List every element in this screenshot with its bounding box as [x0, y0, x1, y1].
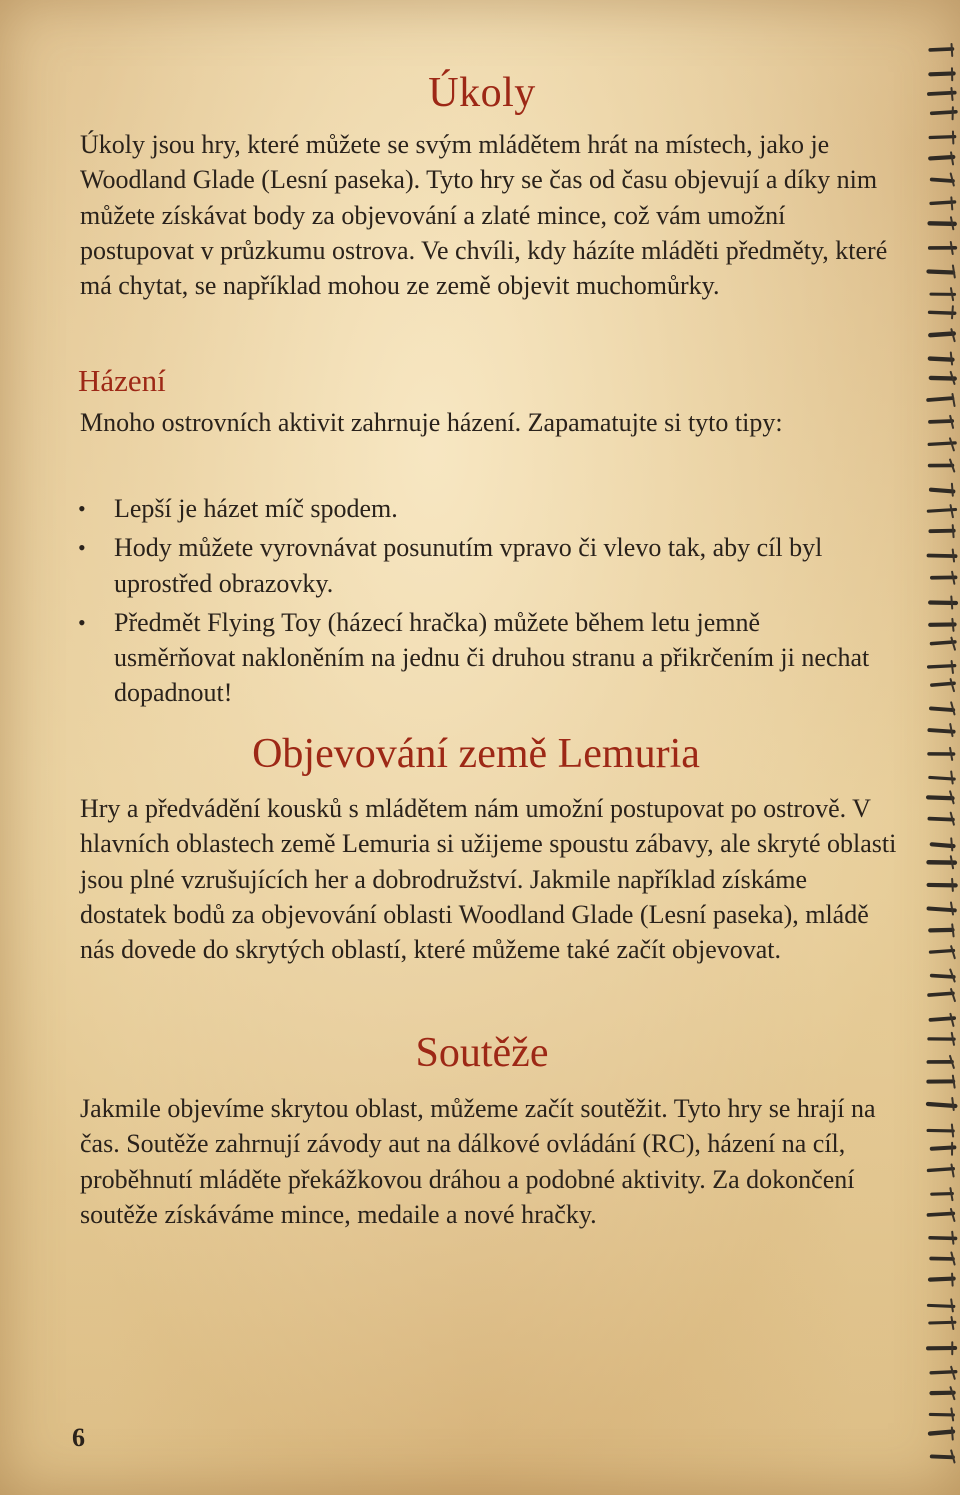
binding-stitch [930, 242, 956, 254]
page-number: 6 [72, 1423, 85, 1452]
binding-stitch [930, 44, 952, 56]
binding-stitch [928, 1342, 955, 1354]
binding-stitch [929, 903, 955, 915]
binding-stitch [928, 394, 954, 406]
tip-text: Lepší je házet míč spodem. [114, 494, 398, 523]
tip-list-item [78, 605, 878, 711]
binding-stitch [932, 173, 954, 185]
binding-stitch [928, 1299, 953, 1311]
binding-stitch [932, 838, 954, 850]
binding-stitch [929, 879, 956, 891]
binding-stitch [929, 661, 955, 673]
binding-stitch [930, 217, 955, 229]
binding-stitch [928, 791, 953, 803]
tip-text: Předmět Flying Toy (házecí hračka) můžete během letu jemně usměrňovat nakloněním na jednu či druhou stranu a přikrčením ji nechat dopadnout! [114, 607, 870, 708]
binding-stitch [928, 1164, 953, 1176]
binding-stitch [928, 1098, 955, 1110]
binding-stitch [930, 1428, 953, 1440]
ukoly-paragraph: Úkoly jsou hry, které můžete se svým mládětem hrát na místech, jako je Woodland Glade (Lesní paseka). Tyto hry se čas od času objevují a díky nim můžete získávat body za objevování a zlaté mince, což vám umožní postupovat v průzkumu ostrova. Ve chvíli, kdy házíte mláděti předměty, které má chytat, se například mohou ze země objevit muchomůrky. [80, 130, 888, 301]
binding-stitch [932, 679, 954, 691]
souteze-paragraph: Jakmile objevíme skrytou oblast, můžeme začít soutěžit. Tyto hry se hrají na čas. Soutěže zahrnují závody aut na dálkové ovládání (RC), házení na cíl, proběhnutí mláděte překážkovou dráhou a podobné aktivity. Za dokončení soutěže získáváme mince, medaile a nové hračky. [80, 1094, 876, 1229]
section-title-ukoly: Úkoly [428, 70, 536, 116]
binding-stitch [930, 1232, 955, 1244]
binding-stitch [931, 372, 955, 384]
binding-stitch [928, 550, 955, 562]
binding-stitch [930, 619, 954, 631]
tip-list-item [78, 530, 878, 601]
binding-stitch [929, 856, 955, 868]
binding-stitch [928, 1076, 954, 1088]
binding-stitch [930, 946, 954, 958]
binding-stitch [929, 438, 955, 450]
binding-stitch [932, 1143, 955, 1155]
binding-stitch [931, 1387, 954, 1399]
binding-stitch [928, 1124, 953, 1136]
binding-stitch [930, 1408, 953, 1420]
binding-stitch [930, 460, 955, 472]
binding-stitch [931, 702, 955, 714]
binding-stitch [932, 1188, 953, 1200]
binding-stitch [930, 1317, 955, 1329]
throwing-tips-list [78, 491, 878, 715]
binding-stitch [931, 288, 955, 300]
binding-stitch [931, 1367, 956, 1379]
section-title-hazeni: Házení [78, 363, 166, 398]
objevovani-paragraph: Hry a předvádění kousků s mládětem nám umožní postupovat po ostrově. V hlavních oblastech země Lemuria si užijeme spoustu zábavy, ale skryté oblasti jsou plné vzrušujících her a dobrodružství. Jakmile například získáme dostatek bodů za objevování oblasti Woodland Glade (Lesní paseka), mládě nás dovede do skrytých oblastí, které můžeme také začít objevovat. [80, 794, 897, 965]
binding-stitch [930, 924, 953, 936]
tip-text: Hody můžete vyrovnávat posunutím vpravo či vlevo tak, aby cíl byl uprostřed obrazovky. [114, 533, 823, 598]
binding-stitch [932, 572, 956, 584]
binding-stitch [929, 265, 955, 277]
tip-list-item [78, 491, 878, 526]
binding-stitch [930, 132, 954, 144]
binding-stitch [928, 505, 955, 517]
binding-stitch [931, 484, 953, 496]
binding-stitch [930, 416, 953, 428]
bullet-icon: • [78, 496, 86, 521]
binding-stitch [932, 1450, 955, 1462]
binding-stitch [931, 1253, 954, 1265]
bullet-icon: • [78, 609, 86, 635]
binding-stitch [929, 813, 954, 825]
binding-stitch [930, 329, 954, 341]
section-title-souteze: Soutěže [415, 1030, 549, 1076]
binding-stitch [930, 1014, 954, 1026]
binding-stitch [931, 197, 955, 209]
binding-stitch [930, 306, 955, 318]
binding-stitch [932, 638, 955, 650]
hazeni-paragraph: Mnoho ostrovních aktivit zahrnuje házení. Zapamatujte si tyto tipy: [80, 408, 783, 437]
binding-stitch [930, 353, 953, 365]
bullet-icon: • [78, 535, 86, 561]
binding-stitch [929, 989, 955, 1001]
binding-stitch [930, 525, 953, 537]
binding-stitch [932, 970, 955, 982]
binding-stitch [928, 1209, 954, 1221]
binding-stitch [930, 1274, 954, 1286]
binding-stitch [930, 596, 956, 608]
section-title-objevovani: Objevování země Lemuria [252, 731, 700, 777]
binding-stitch [930, 152, 953, 164]
